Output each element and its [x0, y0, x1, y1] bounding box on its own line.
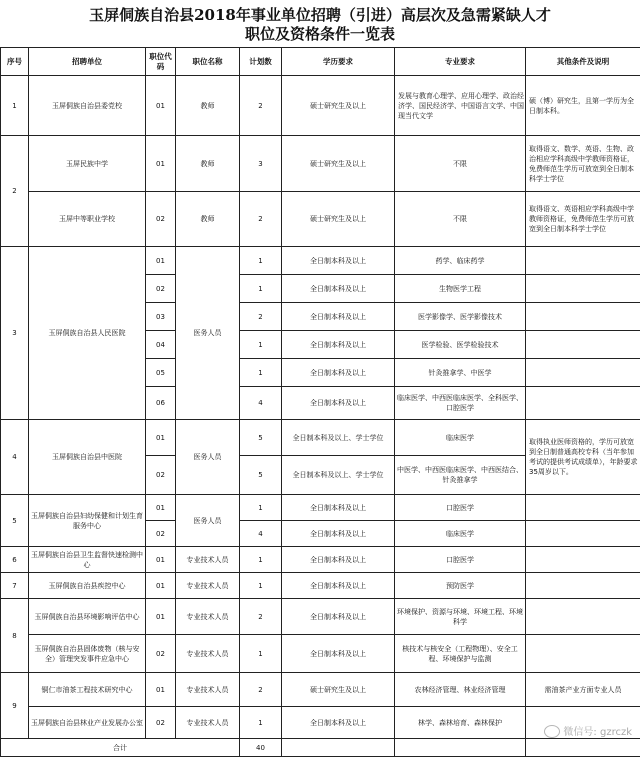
cell-education: 全日制本科及以上 — [282, 573, 395, 599]
header-education: 学历要求 — [282, 48, 395, 76]
table-title: 玉屏侗族自治县2018年事业单位招聘（引进）高层次及急需紧缺人才 — [0, 6, 640, 24]
header-major: 专业要求 — [395, 48, 526, 76]
cell-other: 取得语文、数学、英语、生物、政治相应学科高级中学教师资格证，免费师范生学历可放宽到全日制本科学士学位 — [526, 136, 640, 192]
cell-other — [526, 495, 640, 521]
table-subtitle: 职位及资格条件一览表 — [0, 25, 640, 43]
cell-count: 2 — [240, 76, 282, 136]
cell-education: 全日制本科及以上 — [282, 707, 395, 739]
cell-other — [526, 547, 640, 573]
cell-code: 01 — [146, 247, 176, 275]
cell-unit: 玉屏侗族自治县卫生监督快速检测中心 — [29, 547, 146, 573]
cell-code: 02 — [146, 456, 176, 495]
cell-count: 1 — [240, 359, 282, 387]
cell-other — [526, 599, 640, 635]
table-row — [1, 547, 640, 573]
cell-seq: 9 — [1, 673, 29, 739]
cell-count: 5 — [240, 420, 282, 456]
watermark-text: 微信号: gzrczk — [563, 727, 632, 738]
cell-code: 01 — [146, 573, 176, 599]
cell-major: 环境保护、资源与环境、环境工程、环境科学 — [395, 599, 526, 635]
cell-other — [526, 635, 640, 673]
cell-seq: 6 — [1, 547, 29, 573]
cell-major: 生物医学工程 — [395, 275, 526, 303]
table-row — [1, 76, 640, 136]
header-position: 职位名称 — [176, 48, 240, 76]
cell-unit: 玉屏侗族自治县人民医院 — [29, 247, 146, 420]
cell-seq: 7 — [1, 573, 29, 599]
table-row — [1, 673, 640, 707]
cell-seq: 3 — [1, 247, 29, 420]
table-row — [1, 495, 640, 521]
cell-count: 3 — [240, 136, 282, 192]
total-row — [1, 739, 640, 757]
cell-major: 医学影像学、医学影像技术 — [395, 303, 526, 331]
cell-education: 硕士研究生及以上 — [282, 673, 395, 707]
cell-count: 4 — [240, 521, 282, 547]
cell-seq: 2 — [1, 136, 29, 247]
cell-unit: 玉屏中等职业学校 — [29, 192, 146, 247]
cell-code: 01 — [146, 599, 176, 635]
cell-position: 医务人员 — [176, 495, 240, 547]
cell-count: 1 — [240, 331, 282, 359]
cell-position: 医务人员 — [176, 420, 240, 495]
cell-major: 发展与教育心理学、应用心理学、政治经济学、国民经济学、中国语言文学、中国现当代文学 — [395, 76, 526, 136]
wechat-icon — [544, 725, 560, 738]
cell-code: 01 — [146, 547, 176, 573]
cell-position: 专业技术人员 — [176, 573, 240, 599]
table-row — [1, 136, 640, 192]
cell-education: 硕士研究生及以上 — [282, 192, 395, 247]
cell-code: 01 — [146, 420, 176, 456]
header-unit: 招聘单位 — [29, 48, 146, 76]
cell-unit: 玉屏侗族自治县中医院 — [29, 420, 146, 495]
table-row — [1, 599, 640, 635]
table-row — [1, 573, 640, 599]
cell-other — [526, 573, 640, 599]
cell-count: 1 — [240, 547, 282, 573]
table-row — [1, 635, 640, 673]
cell-count: 1 — [240, 573, 282, 599]
cell-other: 硕（博）研究生，且第一学历为全日制本科。 — [526, 76, 640, 136]
cell-code: 02 — [146, 707, 176, 739]
cell-other — [526, 521, 640, 547]
cell-code: 04 — [146, 331, 176, 359]
cell-major: 临床医学 — [395, 420, 526, 456]
cell-other — [526, 331, 640, 359]
total-label: 合计 — [1, 739, 240, 757]
cell-unit: 玉屏民族中学 — [29, 136, 146, 192]
cell-major: 不限 — [395, 192, 526, 247]
cell-position: 教师 — [176, 76, 240, 136]
cell-code: 01 — [146, 136, 176, 192]
cell-count: 1 — [240, 707, 282, 739]
cell-code: 01 — [146, 76, 176, 136]
cell-other — [526, 247, 640, 275]
cell-code: 03 — [146, 303, 176, 331]
total-value: 40 — [240, 739, 282, 757]
cell-count: 1 — [240, 275, 282, 303]
cell-code: 02 — [146, 635, 176, 673]
cell-seq: 5 — [1, 495, 29, 547]
cell-major: 林学、森林培育、森林保护 — [395, 707, 526, 739]
cell-education: 全日制本科及以上 — [282, 387, 395, 420]
table-row — [1, 420, 640, 456]
cell-education: 全日制本科及以上 — [282, 275, 395, 303]
cell-count: 5 — [240, 456, 282, 495]
cell-count: 4 — [240, 387, 282, 420]
cell-major: 针灸推拿学、中医学 — [395, 359, 526, 387]
cell-education: 全日制本科及以上 — [282, 521, 395, 547]
cell-major: 预防医学 — [395, 573, 526, 599]
cell-other — [526, 275, 640, 303]
cell-position: 专业技术人员 — [176, 673, 240, 707]
cell-education: 全日制本科及以上 — [282, 599, 395, 635]
cell-count: 2 — [240, 192, 282, 247]
cell-other: 取得执业医师资格的，学历可放宽到全日制普通高校专科（当年参加考试的提供考试成绩单），年龄要求35周岁以下。 — [526, 420, 640, 495]
cell-unit: 铜仁市油茶工程技术研究中心 — [29, 673, 146, 707]
cell-seq: 1 — [1, 76, 29, 136]
cell-major: 临床医学、中西医临床医学、全科医学、口腔医学 — [395, 387, 526, 420]
cell-major: 中医学、中西医临床医学、中西医结合、针灸推拿学 — [395, 456, 526, 495]
cell-empty — [526, 739, 640, 757]
cell-other — [526, 387, 640, 420]
cell-education: 全日制本科及以上 — [282, 303, 395, 331]
cell-count: 2 — [240, 599, 282, 635]
cell-major: 药学、临床药学 — [395, 247, 526, 275]
cell-code: 02 — [146, 521, 176, 547]
cell-education: 硕士研究生及以上 — [282, 76, 395, 136]
header-row — [1, 48, 640, 76]
cell-count: 1 — [240, 635, 282, 673]
cell-other: 需油茶产业方面专业人员 — [526, 673, 640, 707]
cell-education: 全日制本科及以上 — [282, 635, 395, 673]
cell-major: 口腔医学 — [395, 495, 526, 521]
table-row — [1, 192, 640, 247]
cell-other — [526, 359, 640, 387]
cell-major: 不限 — [395, 136, 526, 192]
cell-code: 02 — [146, 275, 176, 303]
cell-education: 全日制本科及以上 — [282, 247, 395, 275]
cell-unit: 玉屏侗族自治县委党校 — [29, 76, 146, 136]
cell-empty — [395, 739, 526, 757]
cell-position: 专业技术人员 — [176, 635, 240, 673]
header-code: 职位代码 — [146, 48, 176, 76]
cell-education: 全日制本科及以上、学士学位 — [282, 420, 395, 456]
cell-code: 06 — [146, 387, 176, 420]
cell-unit: 玉屏侗族自治县妇幼保健和计划生育服务中心 — [29, 495, 146, 547]
recruitment-table — [0, 47, 640, 757]
cell-major: 核技术与核安全（工程物理）、安全工程、环境保护与监测 — [395, 635, 526, 673]
cell-unit: 玉屏侗族自治县疾控中心 — [29, 573, 146, 599]
header-other: 其他条件及说明 — [526, 48, 640, 76]
table-row — [1, 247, 640, 275]
cell-position: 教师 — [176, 136, 240, 192]
cell-major: 口腔医学 — [395, 547, 526, 573]
cell-education: 全日制本科及以上、学士学位 — [282, 456, 395, 495]
cell-other — [526, 303, 640, 331]
header-seq: 序号 — [1, 48, 29, 76]
cell-count: 2 — [240, 303, 282, 331]
cell-education: 全日制本科及以上 — [282, 547, 395, 573]
cell-unit: 玉屏侗族自治县固体废物（核与安全）管理突发事件应急中心 — [29, 635, 146, 673]
cell-count: 2 — [240, 673, 282, 707]
header-count: 计划数 — [240, 48, 282, 76]
watermark — [544, 723, 632, 739]
cell-code: 02 — [146, 192, 176, 247]
cell-education: 硕士研究生及以上 — [282, 136, 395, 192]
cell-major: 临床医学 — [395, 521, 526, 547]
cell-unit: 玉屏侗族自治县林业产业发展办公室 — [29, 707, 146, 739]
cell-position: 专业技术人员 — [176, 707, 240, 739]
cell-seq: 4 — [1, 420, 29, 495]
cell-empty — [282, 739, 395, 757]
cell-education: 全日制本科及以上 — [282, 331, 395, 359]
cell-count: 1 — [240, 495, 282, 521]
cell-seq: 8 — [1, 599, 29, 673]
cell-education: 全日制本科及以上 — [282, 495, 395, 521]
cell-other: 取得语文、英语相应学科高级中学教师资格证，免费师范生学历可放宽到全日制本科学士学位 — [526, 192, 640, 247]
cell-major: 医学检验、医学检验技术 — [395, 331, 526, 359]
cell-code: 05 — [146, 359, 176, 387]
cell-code: 01 — [146, 495, 176, 521]
cell-position: 医务人员 — [176, 247, 240, 420]
cell-count: 1 — [240, 247, 282, 275]
cell-position: 教师 — [176, 192, 240, 247]
cell-position: 专业技术人员 — [176, 599, 240, 635]
cell-position: 专业技术人员 — [176, 547, 240, 573]
cell-unit: 玉屏侗族自治县环境影响评估中心 — [29, 599, 146, 635]
cell-major: 农林经济管理、林业经济管理 — [395, 673, 526, 707]
cell-code: 01 — [146, 673, 176, 707]
cell-education: 全日制本科及以上 — [282, 359, 395, 387]
